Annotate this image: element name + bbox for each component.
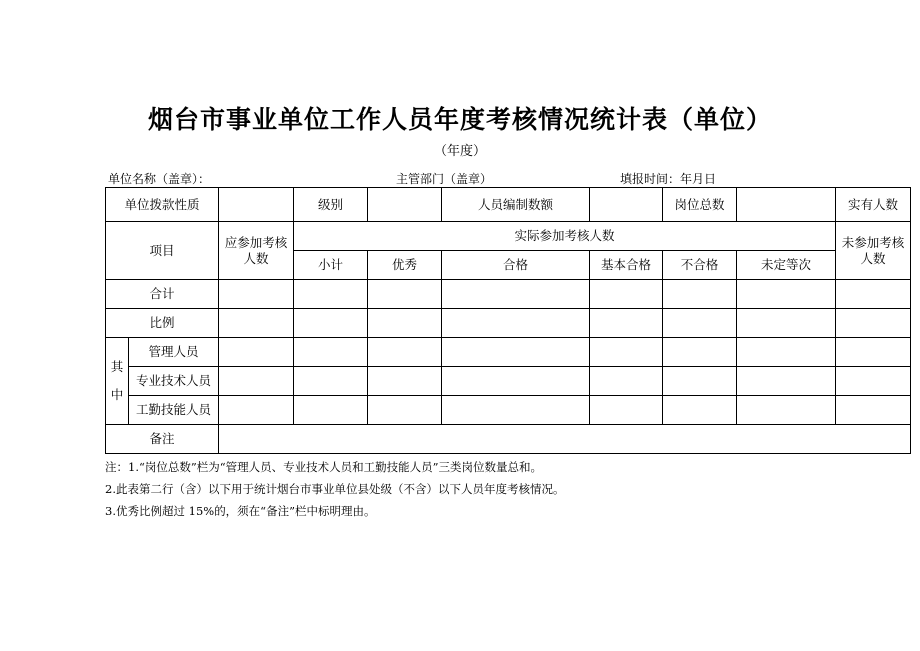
table-cell[interactable]: [836, 396, 911, 425]
staff-quota-label: 人员编制数额: [442, 188, 590, 222]
actual-count-label: 实有人数: [836, 188, 911, 222]
not-participate-line1: 未参加考核: [841, 234, 905, 250]
table-cell[interactable]: [663, 309, 737, 338]
not-participate-header: [836, 222, 911, 280]
table-cell[interactable]: [737, 396, 836, 425]
note-1: 注：1.“岗位总数”栏为“管理人员、专业技术人员和工勤技能人员”三类岗位数量总和。: [105, 460, 542, 474]
unit-info-row: [106, 188, 911, 222]
among-char-1: 其: [110, 359, 124, 374]
undetermined-header: 未定等次: [737, 251, 836, 280]
funding-nature-cell[interactable]: [219, 188, 294, 222]
technical-label: 专业技术人员: [129, 367, 219, 396]
table-cell[interactable]: [737, 338, 836, 367]
table-cell[interactable]: [836, 338, 911, 367]
qualified-header: 合格: [442, 251, 590, 280]
should-participate-line1: 应参加考核: [224, 234, 288, 250]
staff-quota-cell[interactable]: [590, 188, 663, 222]
table-cell[interactable]: [836, 280, 911, 309]
table-cell[interactable]: [737, 280, 836, 309]
ratio-label: 比例: [106, 309, 219, 338]
table-cell[interactable]: [368, 309, 442, 338]
table-cell[interactable]: [219, 309, 294, 338]
unit-name-label: 单位名称（盖章）：: [108, 172, 211, 186]
table-cell[interactable]: [737, 367, 836, 396]
total-row: [106, 280, 911, 309]
table-cell[interactable]: [219, 338, 294, 367]
fill-time-label: 填报时间：年月日: [620, 172, 717, 186]
note-3: 3.优秀比例超过 15%的，须在“备注”栏中标明理由。: [105, 504, 376, 518]
skilled-workers-label: 工勤技能人员: [129, 396, 219, 425]
table-cell[interactable]: [590, 338, 663, 367]
table-cell[interactable]: [442, 367, 590, 396]
management-label: 管理人员: [129, 338, 219, 367]
table-cell[interactable]: [368, 396, 442, 425]
page-title: 烟台市事业单位工作人员年度考核情况统计表（单位）: [147, 105, 772, 134]
management-row: [106, 338, 911, 367]
total-label: 合计: [106, 280, 219, 309]
table-cell[interactable]: [368, 338, 442, 367]
table-cell[interactable]: [219, 396, 294, 425]
table-cell[interactable]: [836, 367, 911, 396]
table-cell[interactable]: [663, 367, 737, 396]
basic-qualified-header: 基本合格: [590, 251, 663, 280]
subtotal-header: 小计: [294, 251, 368, 280]
funding-nature-label: 单位拨款性质: [106, 188, 219, 222]
table-cell[interactable]: [663, 280, 737, 309]
among-char-2: 中: [110, 387, 124, 402]
post-total-cell[interactable]: [737, 188, 836, 222]
table-cell[interactable]: [590, 309, 663, 338]
header-row-1: [106, 222, 911, 251]
note-2: 2.此表第二行（含）以下用于统计烟台市事业单位县处级（不含）以下人员年度考核情况。: [105, 482, 565, 496]
excellent-header: 优秀: [368, 251, 442, 280]
assessment-stats-table: [105, 187, 911, 454]
table-cell[interactable]: [663, 338, 737, 367]
not-participate-line2: 人数: [860, 250, 886, 266]
ratio-row: [106, 309, 911, 338]
dept-label: 主管部门（盖章）: [396, 172, 493, 186]
technical-row: [106, 367, 911, 396]
should-participate-header: [219, 222, 294, 280]
actual-participate-header: 实际参加考核人数: [294, 222, 836, 251]
remarks-label: 备注: [106, 425, 219, 454]
table-cell[interactable]: [442, 309, 590, 338]
table-cell[interactable]: [836, 309, 911, 338]
level-cell[interactable]: [368, 188, 442, 222]
table-cell[interactable]: [294, 396, 368, 425]
table-cell[interactable]: [294, 309, 368, 338]
table-cell[interactable]: [590, 280, 663, 309]
table-cell[interactable]: [442, 280, 590, 309]
table-cell[interactable]: [737, 309, 836, 338]
should-participate-line2: 人数: [243, 250, 269, 266]
item-header: 项目: [106, 222, 219, 280]
table-cell[interactable]: [219, 367, 294, 396]
table-cell[interactable]: [590, 367, 663, 396]
remarks-row: [106, 425, 911, 454]
table-cell[interactable]: [442, 338, 590, 367]
table-cell[interactable]: [442, 396, 590, 425]
table-cell[interactable]: [219, 280, 294, 309]
level-label: 级别: [294, 188, 368, 222]
post-total-label: 岗位总数: [663, 188, 737, 222]
table-cell[interactable]: [294, 338, 368, 367]
table-cell[interactable]: [294, 280, 368, 309]
year-subtitle: （年度）: [433, 144, 486, 159]
table-cell[interactable]: [294, 367, 368, 396]
among-label: [106, 338, 129, 425]
table-cell[interactable]: [368, 280, 442, 309]
footnotes: [105, 456, 564, 522]
skilled-workers-row: [106, 396, 911, 425]
unqualified-header: 不合格: [663, 251, 737, 280]
table-cell[interactable]: [663, 396, 737, 425]
remarks-cell[interactable]: [219, 425, 911, 454]
table-cell[interactable]: [590, 396, 663, 425]
table-cell[interactable]: [368, 367, 442, 396]
